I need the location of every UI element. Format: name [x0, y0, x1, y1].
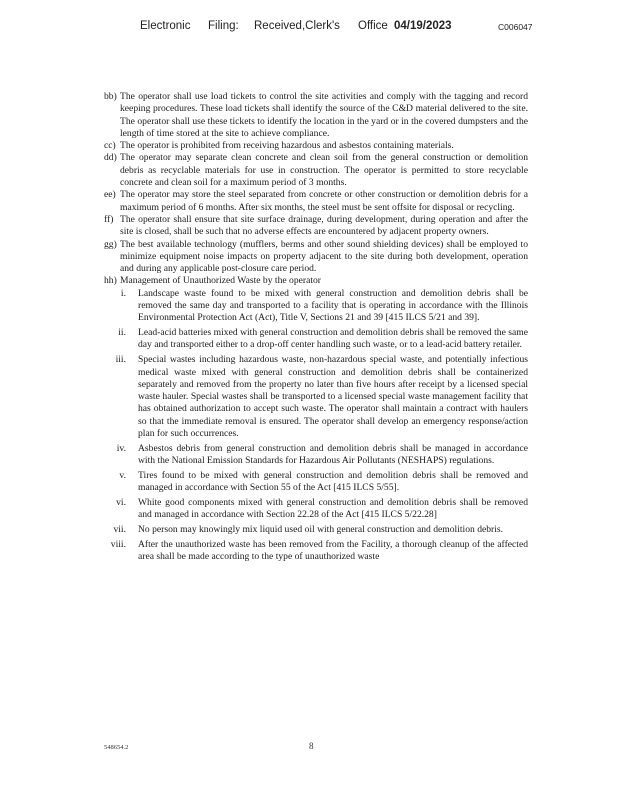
sub-item-text: Asbestos debris from general construction and demolition debris shall be managed in accordance with the National Emission Standards for Hazardous Air Pollutants (NESHAPS) regulations. — [138, 442, 528, 467]
sub-item-text: Lead-acid batteries mixed with general construction and demolition debris shall be removed the same day and transported either to a drop-off center handling such waste, or to a lead-acid battery retailer. — [138, 327, 528, 351]
sub-item-label: i. — [120, 287, 126, 299]
sub-item-text: No person may knowingly mix liquid used oil with general construction and demolition debris. — [138, 524, 504, 536]
sub-item-ii — [104, 327, 528, 352]
list-item-label: ff) — [104, 213, 114, 225]
sub-item-label: ii. — [118, 327, 126, 339]
list-item-ee — [104, 189, 528, 214]
stamp-received-clerks: Received,Clerk's — [254, 20, 340, 32]
list-item-hh — [104, 275, 528, 287]
sub-item-label: vi. — [116, 497, 126, 508]
unauthorized-waste-sublist — [104, 288, 528, 564]
sub-item-text: Tires found to be mixed with general construction and demolition debris shall be removed and managed in accordance with Section 55 of the Act [415 ILCS 5/55]. — [138, 469, 528, 494]
sub-item-vi — [104, 497, 528, 522]
stamp-office: Office — [358, 20, 388, 32]
stamp-date: 04/19/2023 — [394, 20, 452, 32]
sub-item-vii — [104, 524, 528, 536]
list-item-text: The operator shall use load tickets to control the site activities and comply with the tagging and record keeping procedures. These load tickets shall identify the source of the C&D material delivered to the site. The operator shall use these tickets to identify the location in the yard or in the covered dumpsters and the length of time stored at the site to achieve compliance. — [120, 91, 528, 139]
document-body — [104, 91, 528, 566]
list-item-label: ee) — [104, 189, 116, 201]
filing-stamp-header — [140, 20, 610, 34]
list-item-label: bb) — [104, 91, 117, 102]
list-item-text: The best available technology (mufflers, berms and other sound shielding devices) shall be employed to minimize equipment noise impacts on property adjacent to the site during both development, operation and during any applicable post-closure care period. — [120, 238, 528, 275]
sub-item-text: Special wastes including hazardous waste, non-hazardous special waste, and potentially infectious medical waste mixed with general construction and demolition debris shall be containerized separately and removed from the property no later than five hours after receipt by a licensed special waste hauler. Special wastes shall be transported to a licensed special waste management facility that has obtained authorization to accept such waste. The operator shall maintain a contract with haulers so that the immediate removal is ensured. The operator shall develop an emergency response/action plan for such occurrences. — [138, 354, 528, 440]
list-item-text: The operator may separate clean concrete and clean soil from the general construction or demolition debris as recyclable materials for use in construction. The operator is permitted to store recyclable concrete and clean soil for a maximum period of 3 months. — [120, 152, 528, 189]
sub-item-i — [104, 288, 528, 325]
list-item-text: The operator may store the steel separated from concrete or other construction or demolition debris for a maximum period of 6 months. After six months, the steel must be sent offsite for disposal or recycling. — [120, 189, 528, 213]
list-item-ff — [104, 214, 528, 239]
stamp-code: C006047 — [498, 22, 533, 32]
sub-item-v — [104, 470, 528, 495]
list-item-text: The operator shall ensure that site surface drainage, during development, during operation and after the site is closed, shall be such that no adverse effects are encountered by adjacent property owners. — [120, 213, 528, 238]
sub-item-iv — [104, 443, 528, 468]
stamp-filing: Filing: — [208, 20, 239, 32]
list-item-label: hh) — [104, 275, 117, 287]
sub-item-iii — [104, 354, 528, 440]
sub-item-label: iii. — [115, 354, 126, 366]
list-item-text: The operator is prohibited from receiving hazardous and asbestos containing materials. — [120, 140, 454, 152]
list-item-cc — [104, 140, 528, 152]
list-item-gg — [104, 239, 528, 276]
sub-item-label: v. — [119, 469, 126, 481]
list-item-text: Management of Unauthorized Waste by the operator — [120, 275, 321, 287]
sub-item-label: vii. — [113, 524, 126, 536]
page-number: 8 — [309, 741, 314, 751]
sub-item-text: White good components mixed with general construction and demolition debris shall be removed and managed in accordance with Section 22.28 of the Act [415 ILCS 5/22.28] — [138, 497, 528, 521]
list-item-label: cc) — [104, 140, 116, 152]
list-item-bb — [104, 91, 528, 140]
list-item-label: gg) — [104, 238, 117, 250]
sub-item-label: viii. — [110, 538, 126, 550]
list-item-dd — [104, 152, 528, 189]
document-id: 548654.2 — [104, 744, 129, 751]
sub-item-label: iv. — [116, 442, 126, 454]
sub-item-viii — [104, 539, 528, 564]
sub-item-text: Landscape waste found to be mixed with general construction and demolition debris shall be removed the same day and transported to a facility that is operating in accordance with the Illinois Environmental Protection Act (Act), Title V, Sections 21 and 39 [415 ILCS 5/21 and 39]. — [138, 287, 528, 324]
sub-item-text: After the unauthorized waste has been removed from the Facility, a thorough cleanup of the affected area shall be made according to the type of unauthorized waste — [138, 538, 528, 563]
stamp-electronic: Electronic — [140, 20, 191, 32]
list-item-label: dd) — [104, 152, 117, 164]
